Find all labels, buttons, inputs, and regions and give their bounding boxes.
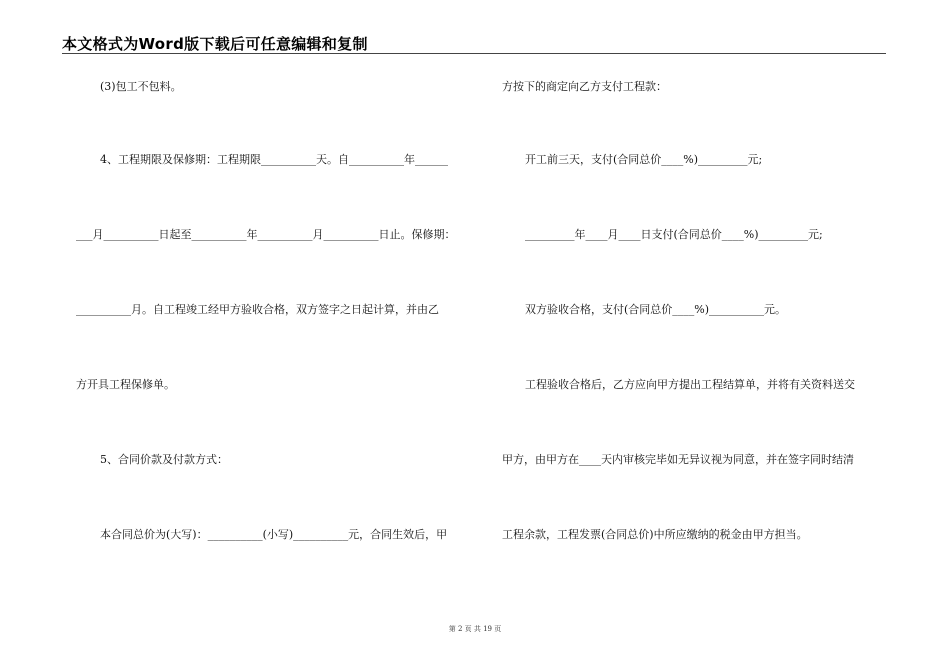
right-line-3: _________年____月____日支付(合同总价____%)_________元; <box>525 228 823 241</box>
right-line-6: 甲方，由甲方在____天内审核完毕如无异议视为同意，并在签字同时结清 <box>502 453 854 466</box>
left-line-2: 4、工程期限及保修期：工程期限__________天。自__________年______ <box>100 153 448 166</box>
right-line-5: 工程验收合格后，乙方应向甲方提出工程结算单，并将有关资料送交 <box>525 378 855 391</box>
left-line-1: (3)包工不包料。 <box>100 80 182 93</box>
right-line-1: 方按下的商定向乙方支付工程款： <box>502 80 667 93</box>
page-number-footer: 第 2 页 共 19 页 <box>448 625 502 633</box>
left-line-7: 本合同总价为(大写)：__________(小写)__________元，合同生效后，甲 <box>100 528 448 541</box>
right-line-2: 开工前三天，支付(合同总价____%)_________元; <box>525 153 763 166</box>
right-line-7: 工程余款，工程发票(合同总价)中所应缴纳的税金由甲方担当。 <box>502 528 808 541</box>
document-header-title: 本文格式为Word版下载后可任意编辑和复制 <box>62 35 368 53</box>
right-line-4: 双方验收合格，支付(合同总价____%)__________元。 <box>525 303 787 316</box>
left-line-6: 5、合同价款及付款方式： <box>100 453 228 466</box>
header-divider <box>62 53 886 54</box>
left-line-5: 方开具工程保修单。 <box>76 378 175 391</box>
left-line-3: ___月__________日起至__________年__________月__________日止。保修期： <box>76 228 456 241</box>
left-line-4: __________月。自工程竣工经甲方验收合格，双方签字之日起计算，并由乙 <box>76 303 439 316</box>
